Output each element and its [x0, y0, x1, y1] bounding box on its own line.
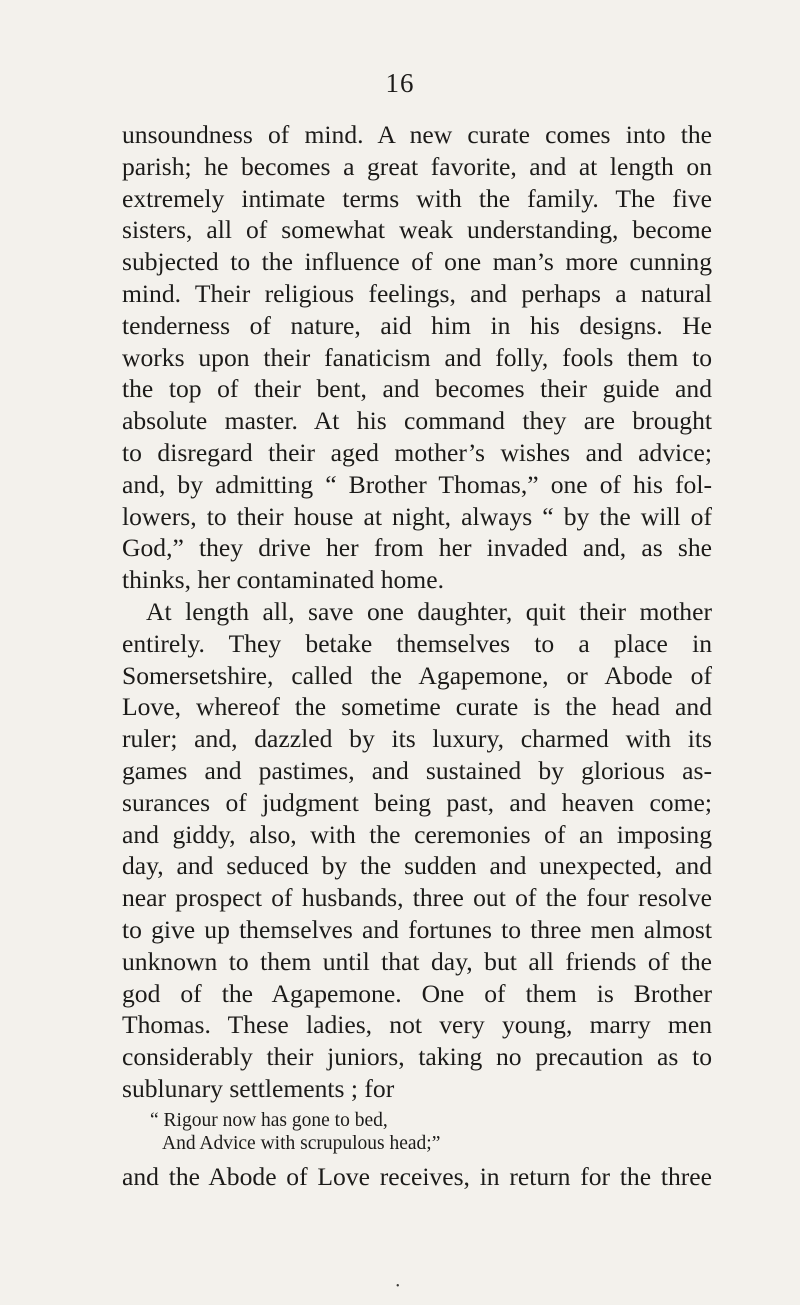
text-line: parish; he becomes a great favorite, and at length on — [122, 151, 712, 181]
paragraph-1 — [122, 119, 712, 596]
text-line: games and pastimes, and sustained by glorious as- — [122, 755, 712, 785]
text-line: considerably their juniors, taking no precaution as to — [122, 1042, 712, 1072]
text-line: and the Abode of Love receives, in return for the three — [122, 1161, 712, 1191]
text-line: Thomas. These ladies, not very young, marry men — [122, 1010, 712, 1040]
text-line: sublunary settlements ; for — [122, 1073, 395, 1103]
text-line: sisters, all of somewhat weak understanding, become — [122, 215, 712, 245]
text-line: and, by admitting “ Brother Thomas,” one of his fol- — [122, 469, 712, 499]
text-line: works upon their fanaticism and folly, fools them to — [122, 342, 712, 372]
text-line: surances of judgment being past, and heaven come; — [122, 787, 712, 817]
verse-line: “ Rigour now has gone to bed, — [150, 1109, 388, 1131]
text-line: lowers, to their house at night, always “ by the will of — [122, 501, 712, 531]
text-line: Somersetshire, called the Agapemone, or Abode of — [122, 660, 712, 690]
text-line: unknown to them until that day, but all friends of the — [122, 946, 712, 976]
text-line: ruler; and, dazzled by its luxury, charmed with its — [122, 724, 712, 754]
text-line: day, and seduced by the sudden and unexpected, and — [122, 851, 712, 881]
body-text — [122, 119, 712, 1193]
text-line: At length all, save one daughter, quit their mother — [146, 596, 712, 626]
paragraph-3 — [122, 1161, 712, 1193]
text-line: thinks, her contaminated home. — [122, 565, 444, 595]
text-line: god of the Agapemone. One of them is Brother — [122, 978, 712, 1008]
text-line: God,” they drive her from her invaded and, as she — [122, 533, 712, 563]
text-line: extremely intimate terms with the family. The five — [122, 183, 712, 213]
text-line: entirely. They betake themselves to a place in — [122, 628, 712, 658]
text-line: subjected to the influence of one man’s more cunning — [122, 247, 712, 277]
paragraph-2 — [122, 596, 712, 1105]
footer-mark: • — [396, 1281, 400, 1292]
text-line: near prospect of husbands, three out of the four resolve — [122, 883, 712, 913]
text-line: Love, whereof the sometime curate is the head and — [122, 692, 712, 722]
text-line: and giddy, also, with the ceremonies of an imposing — [122, 819, 712, 849]
text-line: tenderness of nature, aid him in his designs. He — [122, 310, 712, 340]
text-line: unsoundness of mind. A new curate comes into the — [122, 120, 712, 149]
text-line: absolute master. At his command they are brought — [122, 406, 712, 436]
text-line: to give up themselves and fortunes to three men almost — [122, 914, 712, 944]
verse-quote — [150, 1109, 712, 1155]
verse-line: And Advice with scrupulous head;” — [162, 1132, 441, 1154]
text-line: to disregard their aged mother’s wishes and advice; — [122, 437, 712, 467]
text-line: the top of their bent, and becomes their guide and — [122, 374, 712, 404]
page-number: 16 — [385, 68, 415, 98]
text-line: mind. Their religious feelings, and perhaps a natural — [122, 278, 712, 308]
